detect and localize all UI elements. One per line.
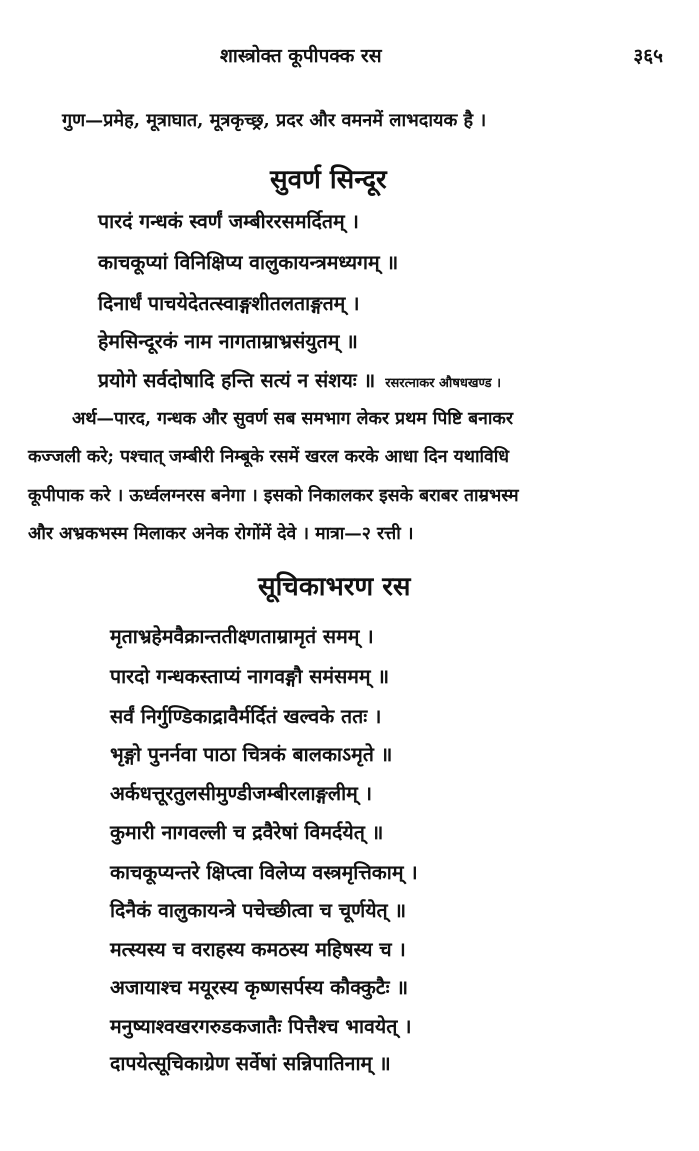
verse-line: पारदं गन्धकं स्वर्णं जम्बीररसमर्दितम् । (98, 210, 359, 233)
prose-line: कज्जली करे; पश्चात् जम्बीरी निम्बूके रसमें खरल करके आधा दिन यथाविधि (28, 447, 510, 467)
verse-line: दिनार्धं पाचयेदेतत्स्वाङ्गशीतलताङ्गतम् । (98, 292, 360, 315)
verse-line: दापयेत्सूचिकाग्रेण सर्वेषां सन्निपातिनाम् ॥ (110, 1052, 391, 1075)
page-number: ३६५ (633, 45, 663, 67)
verse-line: अर्कधत्तूरतुलसीमुण्डीजम्बीरलाङ्गलीम् । (110, 782, 372, 805)
verse-line: मत्स्यस्य च वराहस्य कमठस्य महिषस्य च । (110, 938, 406, 961)
source-reference: रसरत्नाकर औषधखण्ड । (385, 376, 502, 391)
verse-line: कुमारी नागवल्ली च द्रवैरेषां विमर्दयेत् ॥ (110, 821, 384, 844)
running-head: शास्त्रोक्त कूपीपक्क रस (220, 45, 382, 67)
verse-line: काचकूप्यन्तरे क्षिप्त्वा विलेप्य वस्त्रमृत्तिकाम् । (110, 861, 418, 884)
verse-line: दिनैकं वालुकायन्त्रे पचेच्छीत्वा च चूर्णयेत् ॥ (110, 899, 407, 922)
verse-line: भृङ्गो पुनर्नवा पाठा चित्रकं बालकाऽमृते ॥ (110, 743, 393, 766)
verse-line: मृताभ्रहेमवैक्रान्ततीक्ष्णताम्रामृतं समम् । (110, 625, 374, 648)
verse-line: सर्वं निर्गुण्डिकाद्रावैर्मर्दितं खल्वके ततः । (110, 705, 382, 728)
prose-line: और अभ्रकभस्म मिलाकर अनेक रोगोंमें देवे । मात्रा—२ रत्ती । (28, 524, 414, 544)
verse-line-with-reference (98, 366, 501, 393)
verse-line: मनुष्याश्वखरगरुडकजातैः पित्तैश्च भावयेत् । (110, 1015, 412, 1038)
prose-line: अर्थ—पारद, गन्धक और सुवर्ण सब समभाग लेकर प्रथम पिष्टि बनाकर (72, 409, 514, 429)
page-header (0, 42, 699, 72)
intro-line: गुण—प्रमेह, मूत्राघात, मूत्रकृच्छ्र, प्रदर और वमनमें लाभदायक है । (62, 110, 487, 131)
verse-line: अजायाश्च मयूरस्य कृष्णसर्पस्य कौक्कुटैः ॥ (110, 976, 409, 999)
verse-line: काचकूप्यां विनिक्षिप्य वालुकायन्त्रमध्यगम् ॥ (98, 251, 399, 274)
prose-line: कूपीपाक करे । ऊर्ध्वलग्नरस बनेगा । इसको निकालकर इसके बराबर ताम्रभस्म (28, 486, 519, 506)
verse-line: पारदो गन्धकस्ताप्यं नागवङ्गौ समंसमम् ॥ (110, 665, 390, 688)
verse-line: हेमसिन्दूरकं नाम नागताम्राभ्रसंयुतम् ॥ (98, 330, 358, 353)
section-title-suvarna-sindur: सुवर्ण सिन्दूर (270, 165, 387, 195)
verse-text: प्रयोगे सर्वदोषादि हन्ति सत्यं न संशयः ॥ (98, 369, 376, 392)
section-title-suchikabharan-ras: सूचिकाभरण रस (258, 572, 411, 602)
